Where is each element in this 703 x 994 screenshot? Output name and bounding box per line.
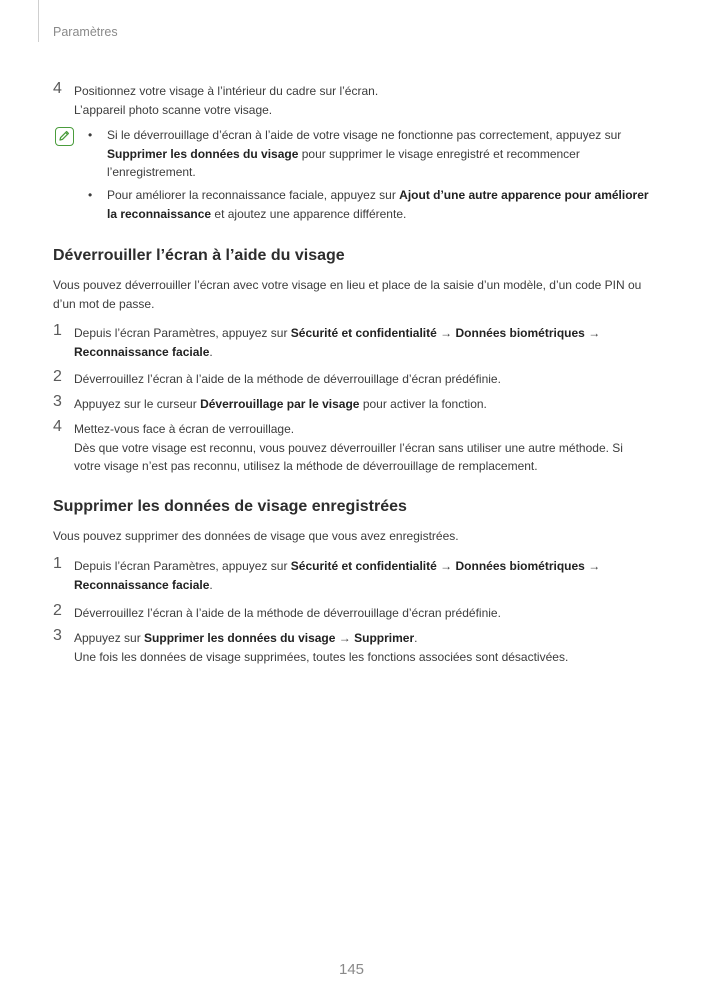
page-header-title: Paramètres <box>53 25 118 39</box>
section-title: Déverrouiller l’écran à l’aide du visage <box>53 247 345 264</box>
arrow-separator: → <box>584 326 601 340</box>
step-text: pour activer la fonction. <box>359 397 487 411</box>
step-text: Appuyez sur le curseur <box>74 397 201 411</box>
menu-reference: Reconnaissance faciale <box>74 577 210 592</box>
menu-reference: Sécurité et confidentialité <box>290 326 437 340</box>
bullet-text: Pour améliorer la reconnaissance faciale, appuyez sur <box>107 188 400 202</box>
punctuation: . <box>414 631 418 645</box>
step-item <box>53 420 643 476</box>
step-text: Positionnez votre visage à l’intérieur du cadre sur l’écran. <box>74 84 379 98</box>
menu-reference: Supprimer les données du visage <box>107 146 299 161</box>
step-detail: Une fois les données de visage supprimées, toutes les fonctions associées sont désactivées. <box>74 649 569 664</box>
header-divider <box>38 0 39 42</box>
menu-reference: Données biométriques <box>455 559 585 573</box>
step-text: Depuis l’écran Paramètres, appuyez sur <box>74 326 291 340</box>
bullet-text: pour supprimer le visage enregistré et recommencer l’enregistrement. <box>107 146 580 179</box>
note-bullet <box>88 186 651 223</box>
menu-reference: Supprimer les données du visage <box>144 631 336 645</box>
step-number: 2 <box>53 368 62 385</box>
step-text: Mettez-vous face à écran de verrouillage. <box>74 422 295 436</box>
step-number: 1 <box>53 555 62 572</box>
step-text: Déverrouillez l’écran à l’aide de la méthode de déverrouillage d’écran prédéfinie. <box>74 606 501 620</box>
step-text: Appuyez sur <box>74 631 145 645</box>
step-item <box>53 395 643 414</box>
step-number: 4 <box>53 80 62 97</box>
menu-reference: Déverrouillage par le visage <box>200 397 360 411</box>
page-number: 145 <box>338 961 365 978</box>
arrow-separator: → <box>584 559 601 573</box>
menu-reference: Ajout d’une autre apparence pour améliorer la reconnaissance <box>107 188 649 221</box>
step-item <box>53 82 643 119</box>
bullet-text: et ajoutez une apparence différente. <box>211 206 407 221</box>
menu-reference: Supprimer <box>354 631 415 645</box>
note-pencil-icon <box>55 127 74 146</box>
arrow-separator: → <box>436 559 456 573</box>
step-item <box>53 324 643 361</box>
step-text: Depuis l’écran Paramètres, appuyez sur <box>74 559 291 573</box>
arrow-separator: → <box>335 631 355 645</box>
bullet-dot: • <box>88 128 93 142</box>
section-title: Supprimer les données de visage enregistrées <box>53 498 407 515</box>
arrow-separator: → <box>436 326 456 340</box>
step-detail: L’appareil photo scanne votre visage. <box>74 102 273 117</box>
step-item <box>53 370 643 389</box>
punctuation: . <box>209 344 213 359</box>
section-intro: Vous pouvez déverrouiller l’écran avec votre visage en lieu et place de la saisie d’un modèle, d’un code PIN ou d’un mot de passe. <box>53 278 642 311</box>
step-number: 4 <box>53 418 62 435</box>
step-item <box>53 604 643 623</box>
bullet-text: Si le déverrouillage d’écran à l’aide de votre visage ne fonctionne pas correctement, appuyez sur <box>107 128 622 142</box>
step-item <box>53 557 643 594</box>
note-bullet <box>88 126 651 182</box>
step-text: Déverrouillez l’écran à l’aide de la méthode de déverrouillage d’écran prédéfinie. <box>74 372 501 386</box>
step-number: 1 <box>53 322 62 339</box>
step-number: 2 <box>53 602 62 619</box>
bullet-dot: • <box>88 188 93 202</box>
menu-reference: Sécurité et confidentialité <box>290 559 437 573</box>
section-intro: Vous pouvez supprimer des données de visage que vous avez enregistrées. <box>53 529 459 543</box>
menu-reference: Reconnaissance faciale <box>74 344 210 359</box>
step-number: 3 <box>53 393 62 410</box>
step-detail: Dès que votre visage est reconnu, vous pouvez déverrouiller l’écran sans utiliser une autre méthode. Si votre visage n’est pas reconnu, utilisez la méthode de déverrouillage de remplacement. <box>74 440 623 473</box>
step-item <box>53 629 643 666</box>
step-number: 3 <box>53 627 62 644</box>
punctuation: . <box>209 577 213 592</box>
menu-reference: Données biométriques <box>455 326 585 340</box>
